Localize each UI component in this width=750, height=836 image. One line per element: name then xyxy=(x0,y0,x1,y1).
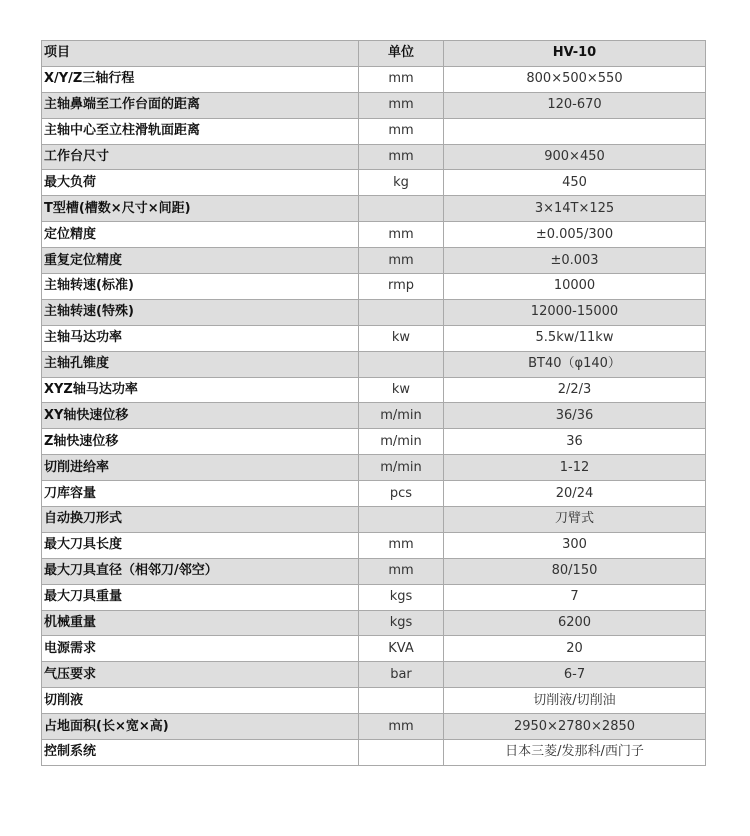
table-row xyxy=(42,714,706,740)
row-item: 最大刀具长度 xyxy=(42,532,359,558)
table-row xyxy=(42,662,706,688)
row-unit: mm xyxy=(359,714,444,740)
row-value: 36 xyxy=(444,429,706,455)
row-item: XY轴快速位移 xyxy=(42,403,359,429)
table-row xyxy=(42,636,706,662)
row-value: 3×14T×125 xyxy=(444,196,706,222)
row-value: 36/36 xyxy=(444,403,706,429)
row-unit: mm xyxy=(359,92,444,118)
row-item: 刀库容量 xyxy=(42,481,359,507)
row-item: 最大刀具直径（相邻刀/邻空） xyxy=(42,558,359,584)
table-row xyxy=(42,325,706,351)
row-item: 切削液 xyxy=(42,688,359,714)
row-item: 主轴孔锥度 xyxy=(42,351,359,377)
row-unit: rmp xyxy=(359,274,444,300)
row-value: 450 xyxy=(444,170,706,196)
row-unit xyxy=(359,740,444,766)
header-item: 项目 xyxy=(42,41,359,67)
table-header-row xyxy=(42,41,706,67)
table-row xyxy=(42,507,706,533)
row-value xyxy=(444,118,706,144)
row-item: 定位精度 xyxy=(42,222,359,248)
row-unit: kw xyxy=(359,325,444,351)
row-value: 300 xyxy=(444,532,706,558)
row-value: BT40（φ140） xyxy=(444,351,706,377)
row-item: 最大负荷 xyxy=(42,170,359,196)
row-value: 20 xyxy=(444,636,706,662)
row-unit: pcs xyxy=(359,481,444,507)
table-row xyxy=(42,455,706,481)
row-unit: mm xyxy=(359,144,444,170)
row-unit: mm xyxy=(359,222,444,248)
row-value: 切削液/切削油 xyxy=(444,688,706,714)
table-row xyxy=(42,222,706,248)
row-value: 800×500×550 xyxy=(444,66,706,92)
table-row xyxy=(42,558,706,584)
row-item: 最大刀具重量 xyxy=(42,584,359,610)
table-row xyxy=(42,740,706,766)
row-value: 刀臂式 xyxy=(444,507,706,533)
header-model: HV-10 xyxy=(444,41,706,67)
row-value: 20/24 xyxy=(444,481,706,507)
row-unit: bar xyxy=(359,662,444,688)
table-row xyxy=(42,584,706,610)
row-value: 6-7 xyxy=(444,662,706,688)
row-unit xyxy=(359,196,444,222)
row-item: 切削进给率 xyxy=(42,455,359,481)
table-row xyxy=(42,688,706,714)
table-row xyxy=(42,532,706,558)
row-item: T型槽(槽数×尺寸×间距) xyxy=(42,196,359,222)
table-row xyxy=(42,196,706,222)
row-value: 2950×2780×2850 xyxy=(444,714,706,740)
row-unit xyxy=(359,351,444,377)
table-row xyxy=(42,377,706,403)
row-item: 主轴转速(标准) xyxy=(42,274,359,300)
row-value: 80/150 xyxy=(444,558,706,584)
row-item: 工作台尺寸 xyxy=(42,144,359,170)
row-value: 2/2/3 xyxy=(444,377,706,403)
header-unit: 单位 xyxy=(359,41,444,67)
table-row xyxy=(42,351,706,377)
row-unit: kw xyxy=(359,377,444,403)
row-unit: m/min xyxy=(359,455,444,481)
row-item: 主轴鼻端至工作台面的距离 xyxy=(42,92,359,118)
table-row xyxy=(42,170,706,196)
row-unit: kg xyxy=(359,170,444,196)
table-row xyxy=(42,66,706,92)
row-value: 6200 xyxy=(444,610,706,636)
table-body xyxy=(42,66,706,765)
row-item: 电源需求 xyxy=(42,636,359,662)
row-value: ±0.005/300 xyxy=(444,222,706,248)
row-item: 主轴转速(特殊) xyxy=(42,299,359,325)
row-unit xyxy=(359,299,444,325)
table-row xyxy=(42,610,706,636)
spec-table xyxy=(41,40,706,766)
row-unit: KVA xyxy=(359,636,444,662)
row-item: XYZ轴马达功率 xyxy=(42,377,359,403)
table-row xyxy=(42,274,706,300)
row-unit: m/min xyxy=(359,403,444,429)
row-item: 主轴马达功率 xyxy=(42,325,359,351)
row-value: 10000 xyxy=(444,274,706,300)
row-item: X/Y/Z三轴行程 xyxy=(42,66,359,92)
row-item: 控制系统 xyxy=(42,740,359,766)
row-item: Z轴快速位移 xyxy=(42,429,359,455)
row-value: 900×450 xyxy=(444,144,706,170)
row-value: 5.5kw/11kw xyxy=(444,325,706,351)
table-row xyxy=(42,429,706,455)
row-unit: mm xyxy=(359,558,444,584)
row-unit: mm xyxy=(359,66,444,92)
row-item: 重复定位精度 xyxy=(42,248,359,274)
row-value: 7 xyxy=(444,584,706,610)
row-item: 自动换刀形式 xyxy=(42,507,359,533)
table-row xyxy=(42,144,706,170)
row-unit: kgs xyxy=(359,584,444,610)
row-item: 气压要求 xyxy=(42,662,359,688)
row-unit xyxy=(359,688,444,714)
row-value: 120-670 xyxy=(444,92,706,118)
row-item: 机械重量 xyxy=(42,610,359,636)
row-value: 1-12 xyxy=(444,455,706,481)
table-row xyxy=(42,248,706,274)
row-unit: m/min xyxy=(359,429,444,455)
row-value: ±0.003 xyxy=(444,248,706,274)
row-item: 主轴中心至立柱滑轨面距离 xyxy=(42,118,359,144)
row-unit: mm xyxy=(359,118,444,144)
row-unit: mm xyxy=(359,248,444,274)
row-unit: kgs xyxy=(359,610,444,636)
row-item: 占地面积(长×宽×高) xyxy=(42,714,359,740)
table-row xyxy=(42,92,706,118)
row-value: 日本三菱/发那科/西门子 xyxy=(444,740,706,766)
row-value: 12000-15000 xyxy=(444,299,706,325)
row-unit: mm xyxy=(359,532,444,558)
row-unit xyxy=(359,507,444,533)
table-row xyxy=(42,299,706,325)
table-row xyxy=(42,118,706,144)
table-row xyxy=(42,481,706,507)
table-row xyxy=(42,403,706,429)
